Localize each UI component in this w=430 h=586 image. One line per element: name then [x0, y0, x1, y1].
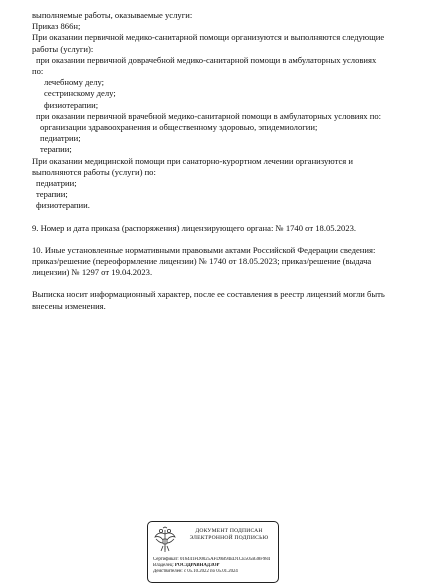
stamp-title: [182, 528, 276, 543]
text-line: При оказании медицинской помощи при санаторно-курортном лечении организуются и: [32, 155, 353, 166]
text-line: работы (услуги):: [32, 43, 94, 54]
text-line: выполняются работы (услуги) по:: [32, 166, 156, 177]
stamp-title-line: ЭЛЕКТРОННОЙ ПОДПИСЬЮ: [189, 535, 269, 542]
other-info-item: лицензии) № 1297 от 19.04.2023.: [32, 267, 153, 278]
other-info-item: 10. Иные установленные нормативными правовыми актами Российской Федерации сведения:: [32, 244, 376, 255]
valid-label: Действителен:: [153, 569, 183, 574]
owner-value: РОСЗДРАВНАДЗОР: [174, 563, 220, 568]
stamp-details: [153, 557, 277, 575]
certificate-label: Сертификат:: [153, 557, 179, 562]
disclaimer-note: Выписка носит информационный характер, после ее составления в реестр лицензий могли быть: [32, 289, 385, 300]
document-body: [32, 10, 412, 312]
disclaimer-note: внесены изменения.: [32, 300, 106, 311]
text-line: При оказании первичной медико-санитарной помощи организуются и выполняются следующие: [32, 32, 385, 43]
list-item: педиатрии;: [40, 133, 81, 144]
owner-label: Владелец:: [153, 563, 174, 568]
stamp-title-line: ДОКУМЕНТ ПОДПИСАН: [195, 528, 263, 534]
text-line: Приказ 866н;: [32, 21, 81, 32]
valid-row: [153, 569, 277, 575]
list-item: сестринскому делу;: [44, 88, 116, 99]
list-item: терапии;: [36, 189, 68, 200]
double-headed-eagle-emblem-icon: [153, 526, 177, 554]
text-line: выполняемые работы, оказываемые услуги:: [32, 10, 193, 20]
list-item: лечебному делу;: [44, 77, 105, 88]
electronic-signature-stamp: [147, 521, 279, 583]
other-info-item: приказ/решение (переоформление лицензии) № 1740 от 18.05.2023; приказ/решение (выдача: [32, 256, 372, 267]
certificate-value: 016441FD0025AFD9B94ED1CE505B38F984: [179, 557, 271, 562]
list-item: терапии;: [40, 144, 72, 155]
text-line: при оказании первичной доврачебной медико-санитарной помощи в амбулаторных условиях: [36, 54, 377, 65]
list-item: физиотерапии.: [36, 200, 90, 211]
text-line: по:: [32, 66, 44, 77]
valid-value: с 05.10.2022 по 05.01.2024: [183, 569, 238, 574]
order-number-item: 9. Номер и дата приказа (распоряжения) лицензирующего органа: № 1740 от 18.05.2023.: [32, 222, 357, 233]
text-line: при оказании первичной врачебной медико-санитарной помощи в амбулаторных условиях по:: [36, 110, 382, 121]
list-item: физиотерапии;: [44, 99, 99, 110]
list-item: педиатрии;: [36, 178, 77, 189]
list-item: организации здравоохранения и общественному здоровью, эпидемиологии;: [40, 122, 318, 133]
